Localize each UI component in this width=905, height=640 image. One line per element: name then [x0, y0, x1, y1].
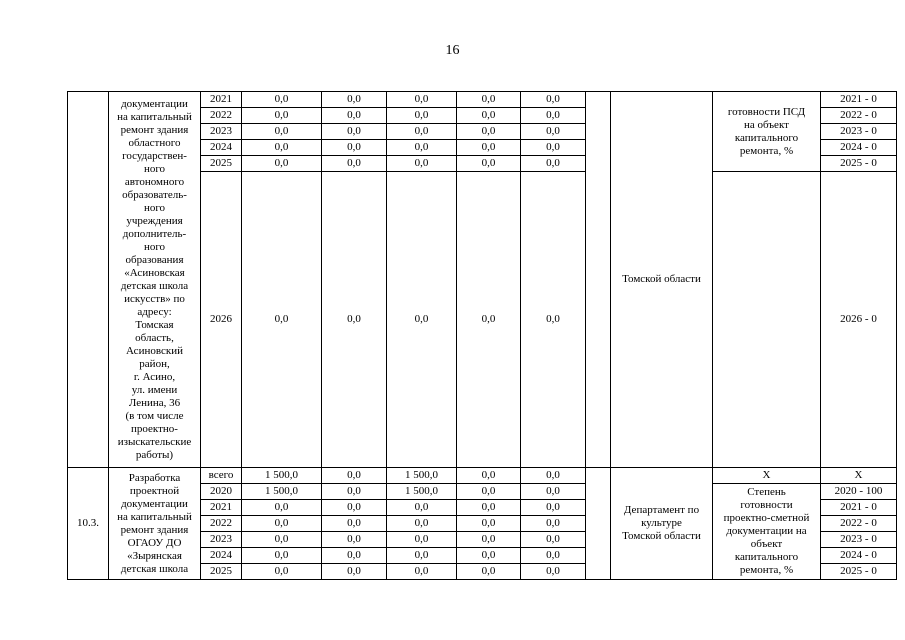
target-cell: 2024 - 0 [821, 548, 897, 564]
value-cell: 0,0 [387, 92, 457, 108]
value-cell: 0,0 [521, 484, 586, 500]
year-cell: 2020 [201, 484, 242, 500]
value-cell: 0,0 [242, 156, 322, 172]
spacer-cell [586, 92, 611, 468]
value-cell: 0,0 [457, 468, 521, 484]
value-cell: 1 500,0 [242, 484, 322, 500]
value-cell: 0,0 [521, 92, 586, 108]
executor-cell: Департамент по культуре Томской области [611, 468, 713, 580]
value-cell: 0,0 [387, 108, 457, 124]
indicator-blank-cell [713, 172, 821, 468]
value-cell: 0,0 [387, 172, 457, 468]
indicator-mark-cell: Х [713, 468, 821, 484]
value-cell: 0,0 [242, 140, 322, 156]
value-cell: 0,0 [521, 156, 586, 172]
value-cell: 0,0 [457, 516, 521, 532]
value-cell: 0,0 [457, 564, 521, 580]
value-cell: 0,0 [322, 484, 387, 500]
value-cell: 0,0 [242, 124, 322, 140]
value-cell: 0,0 [457, 532, 521, 548]
year-cell: 2024 [201, 140, 242, 156]
value-cell: 0,0 [457, 156, 521, 172]
value-cell: 0,0 [242, 564, 322, 580]
row-number-cell: 10.3. [68, 468, 109, 580]
year-cell: 2021 [201, 500, 242, 516]
value-cell: 0,0 [457, 172, 521, 468]
value-cell: 0,0 [457, 484, 521, 500]
value-cell: 0,0 [457, 140, 521, 156]
year-cell: 2023 [201, 532, 242, 548]
year-cell: 2021 [201, 92, 242, 108]
value-cell: 0,0 [322, 532, 387, 548]
target-cell: Х [821, 468, 897, 484]
year-cell: 2024 [201, 548, 242, 564]
value-cell: 0,0 [242, 172, 322, 468]
value-cell: 0,0 [387, 564, 457, 580]
target-cell: 2022 - 0 [821, 516, 897, 532]
value-cell: 0,0 [521, 500, 586, 516]
value-cell: 0,0 [242, 516, 322, 532]
table-row [68, 92, 897, 108]
program-table [67, 91, 897, 580]
measure-description: документации на капитальный ремонт здания областного государствен- ного автономного образователь- ного учреждения дополнитель- ного образования «Асиновская детская школа искусств» по адресу: Томская область, Асиновский район, г. Асино, ул. имени Ленина, 36 (в том числе проектно- изыскательские работы) [109, 92, 201, 468]
year-cell: 2022 [201, 516, 242, 532]
target-cell: 2025 - 0 [821, 564, 897, 580]
year-cell: 2026 [201, 172, 242, 468]
value-cell: 0,0 [322, 516, 387, 532]
value-cell: 0,0 [521, 108, 586, 124]
value-cell: 0,0 [322, 156, 387, 172]
spacer-cell [586, 468, 611, 580]
value-cell: 0,0 [521, 548, 586, 564]
value-cell: 0,0 [322, 172, 387, 468]
indicator-cell: готовности ПСД на объект капитального ремонта, % [713, 92, 821, 172]
year-cell: 2022 [201, 108, 242, 124]
year-cell: 2025 [201, 564, 242, 580]
value-cell: 0,0 [457, 124, 521, 140]
target-cell: 2022 - 0 [821, 108, 897, 124]
value-cell: 1 500,0 [242, 468, 322, 484]
value-cell: 1 500,0 [387, 484, 457, 500]
value-cell: 0,0 [322, 468, 387, 484]
value-cell: 0,0 [322, 564, 387, 580]
value-cell: 0,0 [242, 500, 322, 516]
value-cell: 0,0 [521, 140, 586, 156]
row-number-cell [68, 92, 109, 468]
value-cell: 0,0 [457, 500, 521, 516]
page-number: 16 [445, 43, 460, 58]
value-cell: 0,0 [387, 124, 457, 140]
value-cell: 0,0 [322, 548, 387, 564]
value-cell: 0,0 [457, 108, 521, 124]
value-cell: 0,0 [387, 516, 457, 532]
value-cell: 0,0 [457, 548, 521, 564]
year-cell: 2023 [201, 124, 242, 140]
value-cell: 0,0 [322, 500, 387, 516]
value-cell: 1 500,0 [387, 468, 457, 484]
year-cell: всего [201, 468, 242, 484]
value-cell: 0,0 [322, 124, 387, 140]
table-row [68, 468, 897, 484]
value-cell: 0,0 [387, 156, 457, 172]
value-cell: 0,0 [521, 468, 586, 484]
value-cell: 0,0 [242, 548, 322, 564]
target-cell: 2025 - 0 [821, 156, 897, 172]
value-cell: 0,0 [521, 172, 586, 468]
value-cell: 0,0 [521, 564, 586, 580]
value-cell: 0,0 [387, 500, 457, 516]
target-cell: 2023 - 0 [821, 532, 897, 548]
indicator-cell: Степень готовности проектно-сметной документации на объект капитального ремонта, % [713, 484, 821, 580]
value-cell: 0,0 [387, 140, 457, 156]
value-cell: 0,0 [387, 532, 457, 548]
value-cell: 0,0 [242, 108, 322, 124]
target-cell: 2021 - 0 [821, 500, 897, 516]
target-cell: 2021 - 0 [821, 92, 897, 108]
value-cell: 0,0 [387, 548, 457, 564]
value-cell: 0,0 [322, 108, 387, 124]
value-cell: 0,0 [521, 532, 586, 548]
value-cell: 0,0 [242, 532, 322, 548]
target-cell: 2020 - 100 [821, 484, 897, 500]
value-cell: 0,0 [521, 516, 586, 532]
value-cell: 0,0 [242, 92, 322, 108]
target-cell: 2026 - 0 [821, 172, 897, 468]
measure-description: Разработка проектной документации на капитальный ремонт здания ОГАОУ ДО «Зырянская детская школа [109, 468, 201, 580]
year-cell: 2025 [201, 156, 242, 172]
executor-cell: Томской области [611, 92, 713, 468]
value-cell: 0,0 [322, 140, 387, 156]
value-cell: 0,0 [322, 92, 387, 108]
target-cell: 2023 - 0 [821, 124, 897, 140]
value-cell: 0,0 [521, 124, 586, 140]
target-cell: 2024 - 0 [821, 140, 897, 156]
value-cell: 0,0 [457, 92, 521, 108]
